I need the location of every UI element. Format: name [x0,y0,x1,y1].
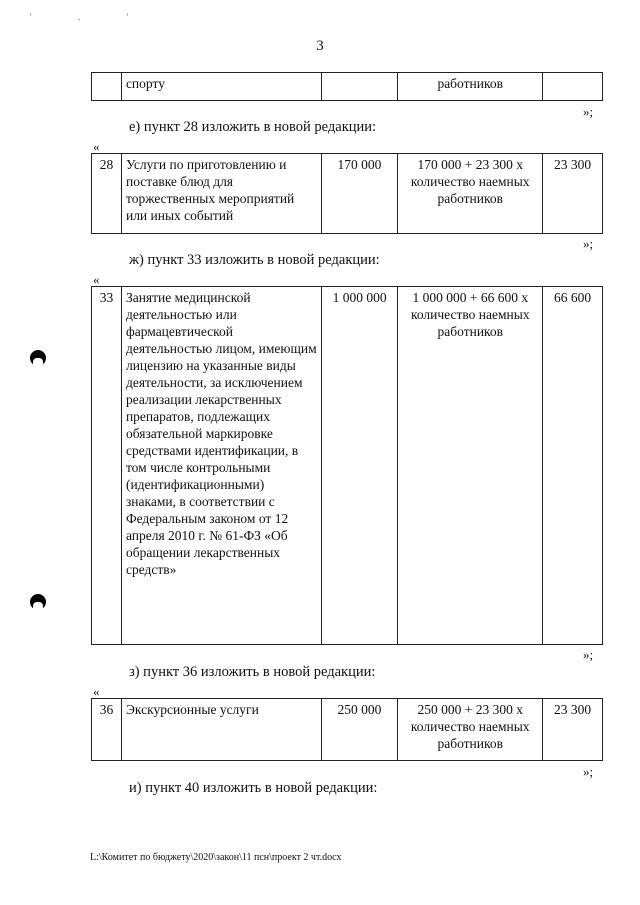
section-heading: з) пункт 36 изложить в новой редакции: [129,664,376,680]
cell-desc: Экскурсионные услуги [121,699,321,761]
cell-sum [321,73,398,101]
table-item-28 [91,153,603,234]
table-row [92,287,603,645]
cell-formula: 170 000 + 23 300 х количество наемных работников [398,154,543,234]
section-heading: и) пункт 40 изложить в новой редакции: [129,780,378,796]
close-quote: »; [583,104,594,119]
cell-rate: 23 300 [543,154,603,234]
scan-specks: ' . ' [30,12,150,22]
table-item-33 [91,286,603,645]
cell-formula: работников [398,73,543,101]
cell-desc: Услуги по приготовлению и поставке блюд для торжественных мероприятий или иных событий [121,154,321,234]
cell-num: 36 [92,699,122,761]
punch-hole-icon [30,350,46,366]
table-row [92,154,603,234]
cell-rate: 23 300 [543,699,603,761]
page-number: 3 [316,38,324,54]
punch-hole-icon [30,594,46,610]
section-heading: е) пункт 28 изложить в новой редакции: [129,119,377,135]
close-quote: »; [583,236,594,251]
cell-formula: 250 000 + 23 300 х количество наемных работников [398,699,543,761]
cell-num [92,73,122,101]
cell-num: 33 [92,287,122,645]
section-heading: ж) пункт 33 изложить в новой редакции: [129,252,380,268]
open-quote: « [93,684,100,699]
table-row [92,73,603,101]
cell-formula: 1 000 000 + 66 600 х количество наемных работников [398,287,543,645]
table-row [92,699,603,761]
cell-num: 28 [92,154,122,234]
cell-rate [543,73,603,101]
table-item-36 [91,698,603,761]
cell-sum: 250 000 [321,699,398,761]
close-quote: »; [583,647,594,662]
cell-desc: спорту [121,73,321,101]
cell-rate: 66 600 [543,287,603,645]
cell-desc: Занятие медицинской деятельностью или фармацевтической деятельностью лицом, имеющим лицензию на указанные виды деятельности, за исключением реализации лекарственных препаратов, подлежащих обязательной маркировке средствами идентификации, в том числе контрольными (идентификационными) знаками, в соответствии с Федеральным законом от 12 апреля 2010 г. № 61-ФЗ «Об обращении лекарственных средств» [121,287,321,645]
open-quote: « [93,139,100,154]
close-quote: »; [583,764,594,779]
file-path-footer: L:\Комитет по бюджету\2020\закон\11 псн\проект 2 чт.docx [90,852,342,863]
open-quote: « [93,272,100,287]
cell-sum: 1 000 000 [321,287,398,645]
cell-sum: 170 000 [321,154,398,234]
table-fragment-top [91,72,603,101]
